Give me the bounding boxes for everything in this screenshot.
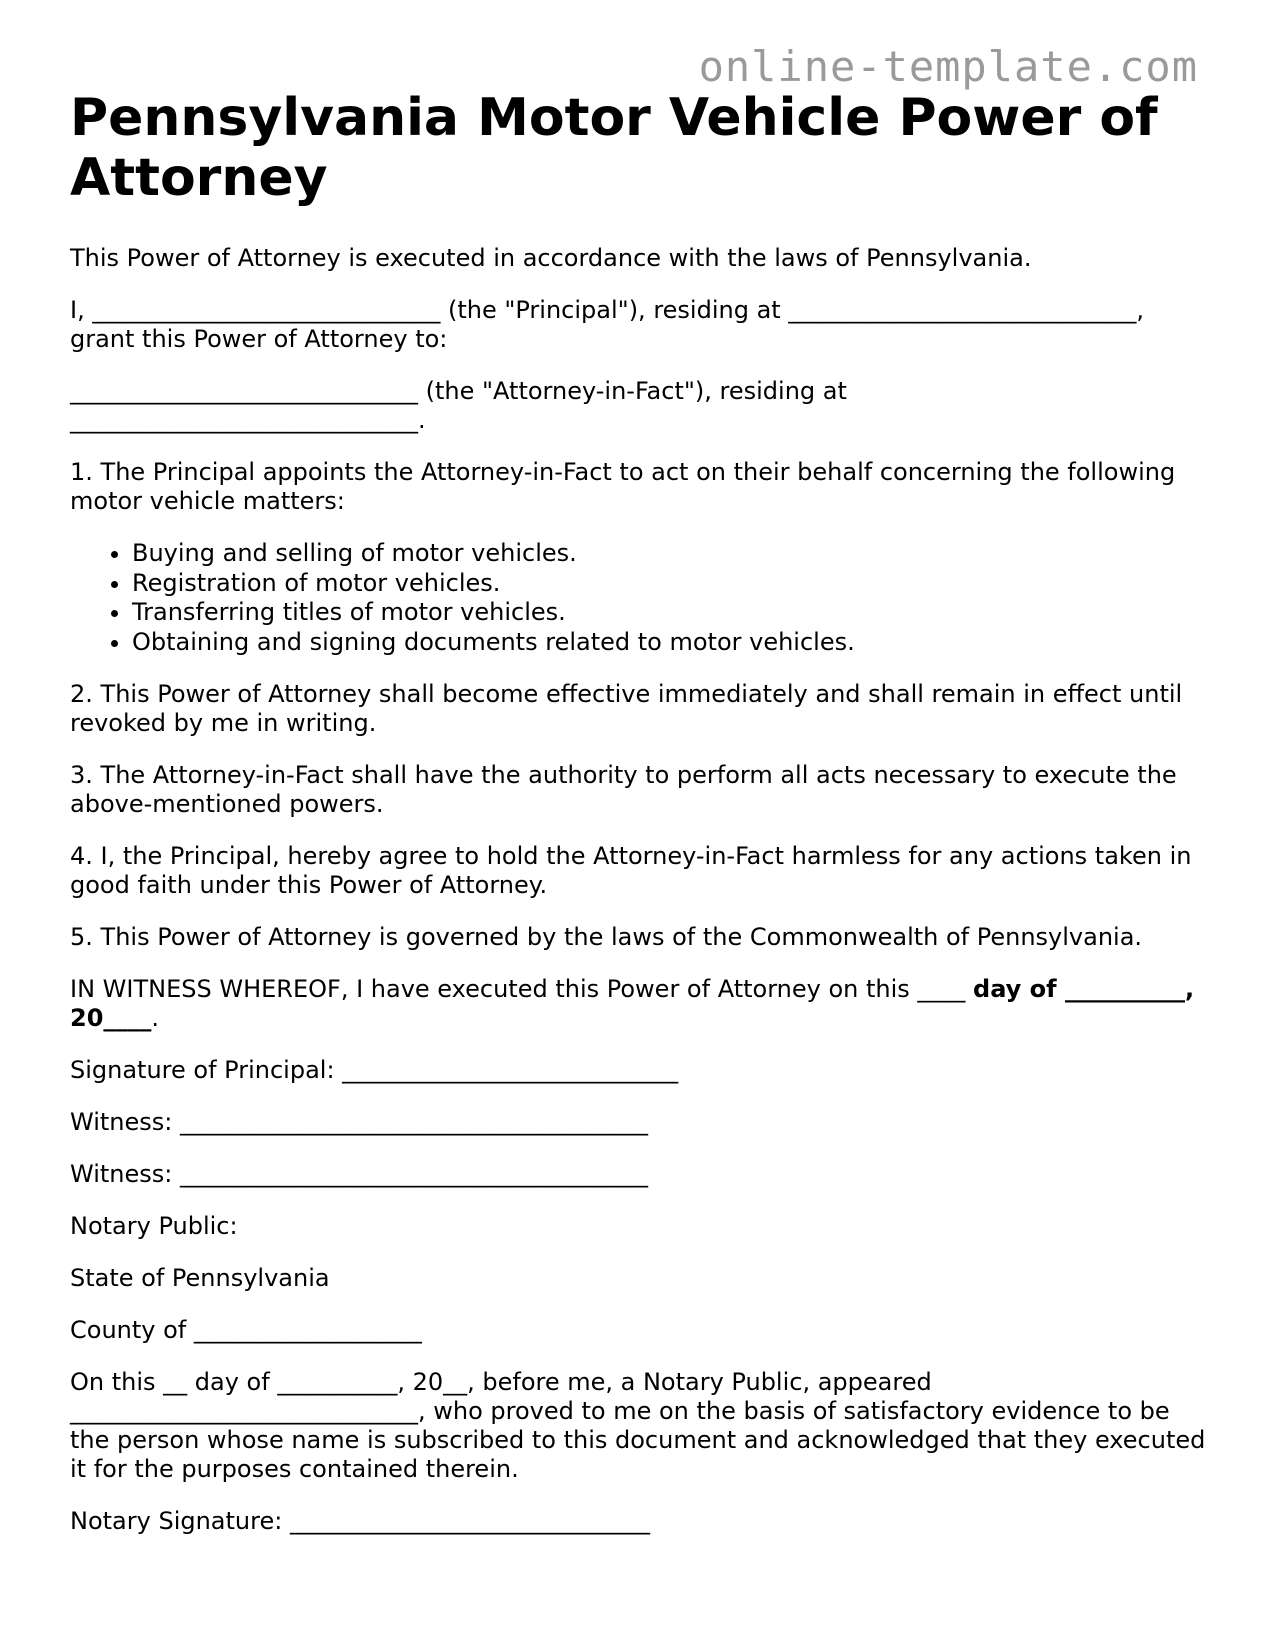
witness-whereof-date: day of __________, 20____ — [70, 975, 1195, 1032]
witness-line-1: Witness: _______________________________________ — [70, 1108, 648, 1136]
clause-1: 1. The Principal appoints the Attorney-in-Fact to act on their behalf concerning the following motor vehicle matters: — [70, 458, 1176, 515]
list-item: • Transferring titles of motor vehicles. — [132, 598, 1210, 628]
notary-statement: On this __ day of __________, 20__, before me, a Notary Public, appeared _____________________________, who proved to me on the basis of satisfactory evidence to be the person whose name is subscribed to this document and acknowledged that they executed it for the purposes contained therein. — [70, 1368, 1206, 1483]
clause-3: 3. The Attorney-in-Fact shall have the authority to perform all acts necessary to execute the above-mentioned powers. — [70, 761, 1177, 818]
matters-list — [70, 539, 1210, 657]
notary-public-label: Notary Public: — [70, 1212, 238, 1240]
clause-4: 4. I, the Principal, hereby agree to hold the Attorney-in-Fact harmless for any actions taken in good faith under this Power of Attorney. — [70, 842, 1192, 899]
notary-signature-line: Notary Signature: ______________________________ — [70, 1507, 650, 1535]
witness-whereof-end: . — [151, 1004, 160, 1032]
witness-whereof-text: IN WITNESS WHEREOF, I have executed this Power of Attorney on this ____ — [70, 975, 974, 1003]
principal-signature-line: Signature of Principal: ____________________________ — [70, 1056, 679, 1084]
document-title: Pennsylvania Motor Vehicle Power of Attorney — [70, 88, 1158, 208]
intro-paragraph: This Power of Attorney is executed in accordance with the laws of Pennsylvania. — [70, 244, 1032, 272]
county-line: County of ___________________ — [70, 1316, 422, 1344]
state-line: State of Pennsylvania — [70, 1264, 330, 1292]
witness-line-2: Witness: _______________________________________ — [70, 1160, 648, 1188]
clause-5: 5. This Power of Attorney is governed by the laws of the Commonwealth of Pennsylvania. — [70, 923, 1143, 951]
watermark: online-template.com — [698, 42, 1198, 91]
list-item: • Buying and selling of motor vehicles. — [132, 539, 1210, 569]
document-page — [70, 88, 1210, 1559]
principal-paragraph: I, _____________________________ (the "Principal"), residing at _____________________________, grant this Power of Attorney to: — [70, 296, 1144, 353]
list-item: • Obtaining and signing documents related to motor vehicles. — [132, 628, 1210, 658]
attorney-paragraph: _____________________________ (the "Attorney-in-Fact"), residing at _____________________________. — [70, 377, 847, 434]
witness-whereof-paragraph — [70, 975, 1210, 1033]
list-item: • Registration of motor vehicles. — [132, 569, 1210, 599]
clause-2: 2. This Power of Attorney shall become effective immediately and shall remain in effect until revoked by me in writing. — [70, 680, 1183, 737]
